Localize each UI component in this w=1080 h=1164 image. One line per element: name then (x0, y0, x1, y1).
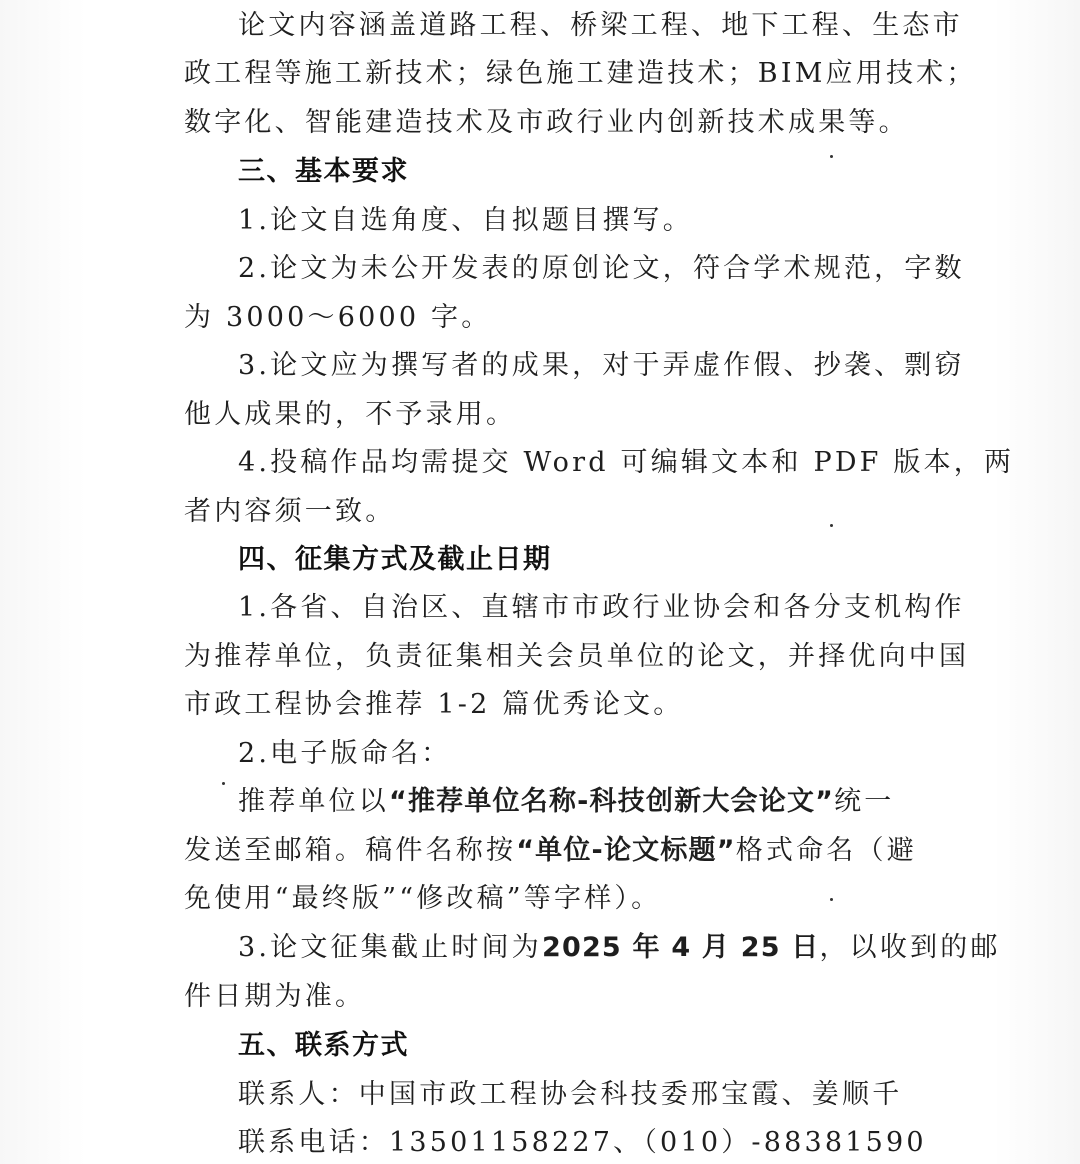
intro-line-3: 数字化、智能建造技术及市政行业内创新技术成果等。 (184, 107, 909, 138)
naming-line-2-a: 发送至邮箱。稿件名称按 (184, 835, 517, 866)
scan-speck (830, 524, 833, 527)
section-3-item-3-line-1: 3.论文应为撰写者的成果，对于弄虚作假、抄袭、剽窃 (238, 350, 965, 381)
section-3-item-3-line-2: 他人成果的，不予录用。 (184, 399, 517, 430)
section-3-heading: 三、基本要求 (238, 156, 409, 187)
naming-line-2-c: 格式命名（避 (735, 835, 917, 866)
naming-line-1-c: 统一 (834, 786, 895, 817)
naming-line-3: 免使用“最终版”“修改稿”等字样）。 (184, 883, 662, 914)
section-4-item-1-line-2: 为推荐单位，负责征集相关会员单位的论文，并择优向中国 (184, 641, 970, 672)
deadline-label: 3.论文征集截止时间为 (238, 932, 542, 963)
section-4-item-2-title: 2.电子版命名： (238, 738, 452, 769)
scan-speck (830, 155, 833, 158)
scan-speck (222, 782, 225, 785)
section-4-item-1-line-3: 市政工程协会推荐 1-2 篇优秀论文。 (184, 689, 684, 720)
contact-person: 联系人：中国市政工程协会科技委邢宝霞、姜顺千 (238, 1079, 903, 1110)
naming-line-1 (238, 786, 895, 818)
naming-line-1-a: 推荐单位以 (238, 786, 389, 817)
scan-speck (830, 898, 833, 901)
section-3-item-2-line-1: 2.论文为未公开发表的原创论文，符合学术规范，字数 (238, 253, 965, 284)
deadline-line-2: 件日期为准。 (184, 981, 366, 1012)
intro-line-2: 政工程等施工新技术；绿色施工建造技术；BIM应用技术； (184, 58, 977, 89)
section-3-item-1: 1.论文自选角度、自拟题目撰写。 (238, 205, 693, 236)
naming-format-2: “单位-论文标题” (516, 835, 736, 866)
section-4-heading: 四、征集方式及截止日期 (238, 544, 552, 575)
deadline-suffix: ，以收到的邮 (819, 932, 1001, 963)
section-3-item-2-line-2: 为 3000～6000 字。 (184, 302, 492, 333)
section-4-item-1-line-1: 1.各省、自治区、直辖市市政行业协会和各分支机构作 (238, 592, 965, 623)
section-5-heading: 五、联系方式 (238, 1030, 409, 1061)
section-3-item-4-line-1: 4.投稿作品均需提交 Word 可编辑文本和 PDF 版本，两 (238, 447, 1015, 478)
section-3-item-4-line-2: 者内容须一致。 (184, 496, 396, 527)
naming-line-2 (184, 835, 917, 867)
intro-line-1: 论文内容涵盖道路工程、桥梁工程、地下工程、生态市 (238, 10, 963, 41)
deadline-line-1 (238, 932, 1001, 964)
deadline-date: 2025 年 4 月 25 日 (541, 932, 820, 963)
contact-phone: 联系电话：13501158227、（010）-88381590 (238, 1127, 927, 1158)
naming-format-1: “推荐单位名称-科技创新大会论文” (389, 786, 835, 817)
